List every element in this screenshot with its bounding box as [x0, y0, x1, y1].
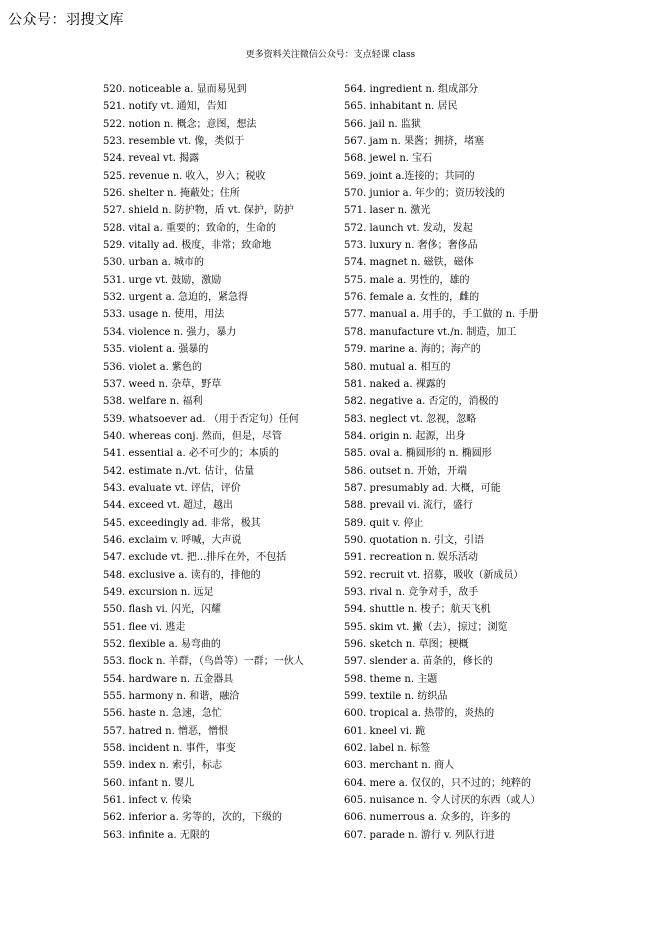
- vocab-entry: 561. infect v. 传染: [103, 795, 192, 807]
- vocab-entry: 521. notify vt. 通知，告知: [103, 101, 227, 113]
- vocab-entry: 584. origin n. 起源，出身: [344, 430, 466, 442]
- vocab-entry: 596. sketch n. 草图；梗概: [344, 639, 469, 650]
- vocab-entry: 600. tropical a. 热带的，炎热的: [344, 708, 495, 720]
- vocab-entry: 574. magnet n. 磁铁，磁体: [344, 257, 474, 269]
- vocab-entry: 567. jam n. 果酱；拥挤，堵塞: [344, 136, 484, 148]
- vocab-entry: 544. exceed vt. 超过，越出: [103, 500, 234, 512]
- vocab-entry: 543. evaluate vt. 评估，评价: [103, 482, 241, 494]
- vocab-entry: 538. welfare n. 福利: [103, 396, 203, 408]
- vocab-entry: 524. reveal vt. 揭露: [103, 153, 200, 165]
- vocab-entry: 583. neglect vt. 忽视，忽略: [344, 413, 477, 425]
- vocab-entry: 598. theme n. 主题: [344, 673, 438, 685]
- vocab-entry: 557. hatred n. 憎恶，憎恨: [103, 725, 228, 737]
- vocab-entry: 542. estimate n./vt. 估计，估量: [103, 465, 255, 477]
- vocab-entry: 539. whatsoever ad. （用于否定句）任何: [103, 413, 299, 425]
- vocab-entry: 562. inferior a. 劣等的，次的，下级的: [103, 812, 282, 824]
- vocab-entry: 534. violence n. 强力，暴力: [103, 326, 237, 338]
- vocab-entry: 595. skim vt. 撇（去），掠过；浏览: [344, 621, 508, 633]
- vocab-entry: 590. quotation n. 引文，引语: [344, 534, 484, 546]
- vocab-entry: 588. prevail vi. 流行，盛行: [344, 500, 473, 512]
- vocab-entry: 575. male a. 男性的，雄的: [344, 274, 470, 286]
- vocab-column-right: [344, 81, 579, 844]
- vocab-entry: 606. numerrous a. 众多的，许多的: [344, 812, 511, 824]
- vocab-entry: 585. oval a. 椭圆形的 n. 椭圆形: [344, 448, 492, 460]
- vocab-entry: 552. flexible a. 易弯曲的: [103, 639, 221, 650]
- vocab-entry: 569. joint a.连接的；共同的: [344, 170, 475, 182]
- vocab-entry: 579. marine a. 海的；海产的: [344, 344, 481, 356]
- vocab-entry: 558. incident n. 事件，事变: [103, 743, 236, 755]
- vocab-entry: 553. flock n. 羊群，（鸟兽等）一群；一伙人: [103, 656, 304, 668]
- vocab-entry: 601. kneel vi. 跪: [344, 725, 426, 737]
- vocab-entry: 548. exclusive a. 读有的，排他的: [103, 569, 261, 581]
- vocab-entry: 602. label n. 标签: [344, 743, 431, 755]
- vocab-entry: 556. haste n. 急速，急忙: [103, 708, 222, 720]
- vocab-entry: 530. urban a. 城市的: [103, 257, 204, 269]
- vocab-entry: 531. urge vt. 鼓励，激励: [103, 274, 222, 286]
- vocab-entry: 599. textile n. 纺织品: [344, 691, 448, 703]
- vocab-entry: 546. exclaim v. 呼喊，大声说: [103, 534, 242, 546]
- vocab-entry: 551. flee vi. 逃走: [103, 621, 186, 633]
- vocab-entry: 520. noticeable a. 显而易见到: [103, 84, 247, 95]
- vocab-entry: 550. flash vi. 闪光，闪耀: [103, 604, 222, 616]
- vocab-entry: 592. recruit vt. 招募，吸收（新成员）: [344, 569, 524, 581]
- vocab-entry: 581. naked a. 裸露的: [344, 378, 446, 390]
- vocab-entry: 563. infinite a. 无限的: [103, 829, 210, 841]
- vocab-entry: 578. manufacture vt./n. 制造，加工: [344, 326, 517, 338]
- brand-title: 公众号：羽搜文库: [8, 12, 124, 28]
- vocab-entry: 607. parade n. 游行 v. 列队行进: [344, 829, 495, 841]
- vocab-entry: 527. shield n. 防护物，盾 vt. 保护，防护: [103, 205, 294, 217]
- vocab-entry: 536. violet a. 紫色的: [103, 361, 202, 373]
- vocab-entry: 545. exceedingly ad. 非常，极其: [103, 517, 261, 529]
- vocab-entry: 522. notion n. 概念；意图，想法: [103, 118, 257, 130]
- vocab-entry: 593. rival n. 竞争对手，敌手: [344, 586, 479, 598]
- vocab-entry: 570. junior a. 年少的；资历较浅的: [344, 188, 505, 200]
- vocab-entry: 576. female a. 女性的，雌的: [344, 292, 480, 304]
- vocab-entry: 587. presumably ad. 大概，可能: [344, 482, 501, 494]
- vocab-entry: 586. outset n. 开始，开端: [344, 465, 467, 477]
- vocab-entry: 526. shelter n. 掩蔽处；住所: [103, 188, 240, 200]
- vocab-entry: 525. revenue n. 收入，岁入；税收: [103, 170, 266, 182]
- vocab-entry: 555. harmony n. 和谐，融洽: [103, 691, 240, 703]
- vocab-column-left: [103, 81, 328, 844]
- vocab-entry: 549. excursion n. 远足: [103, 586, 214, 598]
- vocab-entry: 540. whereas conj. 然而，但是，尽管: [103, 430, 282, 442]
- vocab-entry: 571. laser n. 激光: [344, 205, 431, 217]
- vocab-entry: 577. manual a. 用手的，手工做的 n. 手册: [344, 309, 539, 321]
- vocab-entry: 572. launch vt. 发动，发起: [344, 222, 473, 234]
- vocab-entry: 547. exclude vt. 把...排斥在外，不包括: [103, 552, 287, 564]
- vocab-entry: 580. mutual a. 相互的: [344, 361, 451, 373]
- vocab-entry: 560. infant n. 婴儿: [103, 777, 195, 789]
- vocab-entry: 582. negative a. 否定的，消极的: [344, 396, 499, 408]
- vocab-entry: 597. slender a. 苗条的，修长的: [344, 656, 493, 668]
- vocab-entry: 541. essential a. 必不可少的；本质的: [103, 448, 279, 460]
- vocab-entry: 566. jail n. 监狱: [344, 118, 421, 130]
- vocab-entry: 528. vital a. 重要的；致命的，生命的: [103, 222, 276, 234]
- vocab-entry: 554. hardware n. 五金器具: [103, 673, 234, 685]
- vocab-entry: 529. vitally ad. 极度，非常；致命地: [103, 240, 272, 252]
- vocab-entry: 532. urgent a. 急迫的，紧急得: [103, 292, 248, 304]
- vocab-entry: 565. inhabitant n. 居民: [344, 101, 458, 113]
- vocab-entry: 559. index n. 索引，标志: [103, 760, 223, 772]
- vocab-entry: 523. resemble vt. 像，类似于: [103, 136, 245, 148]
- vocab-entry: 573. luxury n. 奢侈；奢侈品: [344, 240, 478, 252]
- vocab-entry: 591. recreation n. 娱乐活动: [344, 552, 479, 564]
- vocab-entry: 594. shuttle n. 梭子；航天飞机: [344, 604, 491, 616]
- vocab-entry: 604. mere a. 仅仅的，只不过的；纯粹的: [344, 777, 532, 789]
- vocab-entry: 568. jewel n. 宝石: [344, 153, 433, 165]
- vocab-entry: 589. quit v. 停止: [344, 517, 424, 529]
- vocab-entry: 537. weed n. 杂草，野草: [103, 378, 222, 390]
- vocab-entry: 605. nuisance n. 令人讨厌的东西（或人）: [344, 795, 541, 807]
- vocab-entry: 533. usage n. 使用，用法: [103, 309, 225, 321]
- vocab-entry: 603. merchant n. 商人: [344, 760, 455, 772]
- vocab-entry: 564. ingredient n. 组成部分: [344, 84, 479, 95]
- vocab-entry: 535. violent a. 强暴的: [103, 344, 209, 356]
- page-subtitle: 更多资料关注微信公众号：支点轻课 class: [245, 50, 416, 60]
